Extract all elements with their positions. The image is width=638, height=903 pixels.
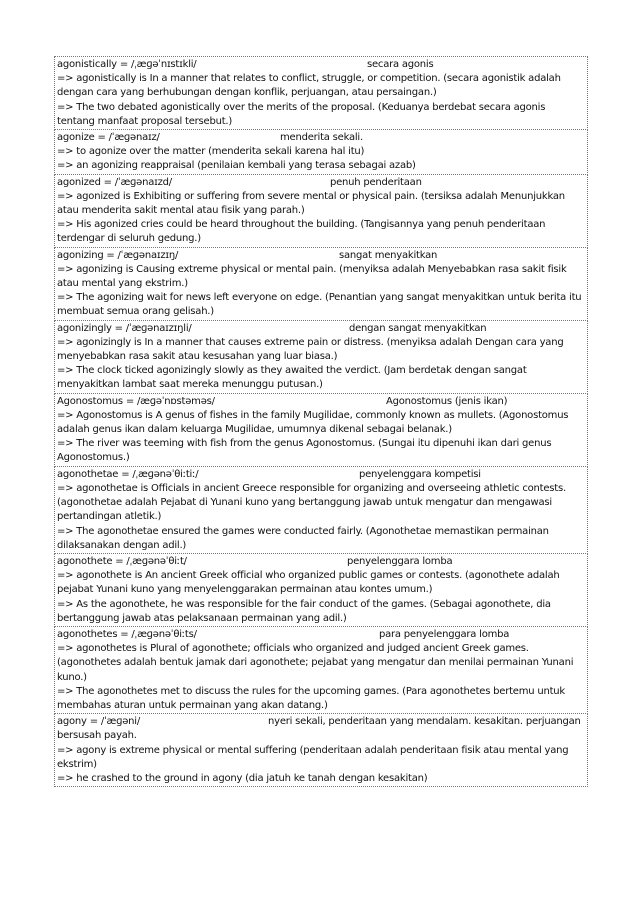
- translation: dengan sangat menyakitkan: [349, 322, 487, 334]
- equals-separator: =: [100, 176, 115, 188]
- headword: agonothete: [57, 555, 113, 567]
- dictionary-entry: [54, 175, 588, 248]
- headword: agonized: [57, 176, 101, 188]
- headword: agony: [57, 716, 87, 728]
- pronunciation: /ˌæɡənəˈθiːt/: [126, 555, 187, 567]
- pronunciation: /ˈæɡənaɪzd/: [114, 176, 172, 188]
- definition-line: => agonothetes is Plural of agonothete; officials who organized and judged ancient Greek games. (agonothetes adalah bentuk jamak dari agonothete; pejabat yang mengatur dan menilai permainan Yunani kuno.): [57, 643, 574, 683]
- entry-headline: [57, 628, 585, 642]
- entry-headline: [57, 715, 585, 743]
- definition-line: => agonothete is An ancient Greek official who organized public games or contests. (agonothete adalah pejabat Yunani kuno yang menyelenggarakan permainan atau kontes umum.): [57, 570, 560, 596]
- example-line: => The agonothetae ensured the games were conducted fairly. (Agonothetae memastikan permainan dilaksanakan dengan adil.): [57, 525, 549, 551]
- definition-line: => agony is extreme physical or mental suffering (penderitaan adalah penderitaan fisik atau mental yang ekstrim): [57, 744, 569, 770]
- headword: agonizingly: [57, 322, 112, 334]
- equals-separator: =: [122, 395, 137, 407]
- example-line: => The agonizing wait for news left everyone on edge. (Penantian yang sangat menyakitkan untuk berita itu membuat semua orang gelisah.): [57, 292, 582, 318]
- example-line: => His agonized cries could be heard throughout the building. (Tangisannya yang penuh penderitaan terdengar di seluruh gedung.): [57, 219, 546, 245]
- headword: Agonostomus: [57, 395, 123, 407]
- definition-line: => agonizing is Causing extreme physical or mental pain. (menyiksa adalah Menyebabkan rasa sakit fisik atau mental yang ekstrim.): [57, 263, 567, 290]
- translation: para penyelenggara lomba: [379, 628, 510, 640]
- pronunciation: /ˈæɡənaɪz/: [108, 132, 160, 144]
- dictionary-entry: [54, 248, 588, 321]
- translation: penuh penderitaan: [330, 176, 422, 188]
- pronunciation: /ˌæɡənəˈθiːts/: [131, 628, 197, 640]
- entry-headline: [57, 468, 585, 482]
- dictionary-entry: [54, 56, 588, 130]
- entry-headline: [57, 322, 585, 336]
- pronunciation: /ˈæɡənaɪzɪŋli/: [125, 322, 192, 334]
- pronunciation: /ˈæɡənaɪzɪŋ/: [117, 249, 179, 261]
- example-line: => The two debated agonistically over the merits of the proposal. (Keduanya berdebat secara agonis tentang manfaat proposal tersebut.): [57, 101, 546, 127]
- definition-line: => agonothetae is Officials in ancient Greece responsible for organizing and overseeing athletic contests. (agonothetae adalah Pejabat di Yunani kuno yang bertanggung jawab untuk mengatur dan mengawasi pertandingan atletik.): [57, 482, 566, 523]
- definition-line: => agonized is Exhibiting or suffering from severe mental or physical pain. (tersiksa adalah Menunjukkan atau menderita sakit mental atau fisik yang parah.): [57, 190, 565, 217]
- pronunciation: /æɡəˈnɒstəməs/: [136, 395, 215, 407]
- headword: agonize: [57, 132, 95, 144]
- pronunciation: /ˌæɡənəˈθiːtiː/: [132, 468, 199, 480]
- dictionary-entry: [54, 554, 588, 627]
- pronunciation: /ˈæɡəni/: [100, 716, 140, 728]
- pronunciation: /ˌæɡəˈnɪstɪkli/: [130, 59, 197, 70]
- dictionary-entry: [54, 714, 588, 787]
- equals-separator: =: [111, 322, 126, 334]
- dictionary-entry: [54, 394, 588, 467]
- translation: secara agonis: [367, 59, 434, 70]
- entry-headline: [57, 249, 585, 263]
- example-line: => As the agonothete, he was responsible for the fair conduct of the games. (Sebagai agonothete, dia bertanggung jawab atas pelaksanaan permainan yang adil.): [57, 598, 551, 624]
- translation: penyelenggara kompetisi: [359, 468, 481, 480]
- equals-separator: =: [86, 716, 101, 728]
- dictionary-document: [54, 56, 588, 787]
- dictionary-entry: [54, 467, 588, 554]
- example-line: => The clock ticked agonizingly slowly as they awaited the verdict. (Jam berdetak dengan sangat menyakitkan lambat saat mereka menunggu putusan.): [57, 365, 527, 391]
- translation: Agonostomus (jenis ikan): [386, 395, 508, 407]
- definition-line: => to agonize over the matter (menderita sekali karena hal itu): [57, 146, 365, 158]
- example-line: => The river was teeming with fish from the genus Agonostomus. (Sungai itu dipenuhi ikan dari genus Agonostomus.): [57, 438, 552, 464]
- example-line: => The agonothetes met to discuss the rules for the upcoming games. (Para agonothetes bertemu untuk membahas aturan untuk permainan yang akan datang.): [57, 685, 565, 711]
- example-line: => an agonizing reappraisal (penilaian kembali yang terasa sebagai azab): [57, 160, 416, 172]
- headword: agonothetae: [57, 468, 119, 480]
- example-line: => he crashed to the ground in agony (dia jatuh ke tanah dengan kesakitan): [57, 772, 428, 784]
- equals-separator: =: [116, 59, 131, 70]
- translation: nyeri sekali, penderitaan yang mendalam. kesakitan. perjuangan bersusah payah.: [57, 716, 581, 742]
- headword: agonizing: [57, 249, 104, 261]
- definition-line: => Agonostomus is A genus of fishes in the family Mugilidae, commonly known as mullets. (Agonostomus adalah genus ikan dalam keluarga Mugilidae, umumnya dikenal sebagai belanak.): [57, 409, 569, 436]
- translation: menderita sekali.: [280, 132, 363, 144]
- dictionary-entry: [54, 130, 588, 175]
- equals-separator: =: [94, 132, 109, 144]
- equals-separator: =: [112, 555, 127, 567]
- entry-headline: [57, 176, 585, 190]
- translation: penyelenggara lomba: [347, 555, 453, 567]
- headword: agonothetes: [57, 628, 118, 640]
- dictionary-entry: [54, 627, 588, 714]
- definition-line: => agonistically is In a manner that relates to conflict, struggle, or competition. (secara agonistik adalah dengan cara yang berhubungan dengan konflik, perjuangan, atau persaingan.): [57, 73, 561, 99]
- equals-separator: =: [118, 468, 133, 480]
- entry-headline: [57, 395, 585, 409]
- entry-headline: [57, 131, 585, 145]
- equals-separator: =: [117, 628, 132, 640]
- equals-separator: =: [103, 249, 118, 261]
- entry-headline: [57, 58, 585, 72]
- entry-headline: [57, 555, 585, 569]
- headword: agonistically: [57, 59, 117, 70]
- dictionary-entry: [54, 321, 588, 394]
- translation: sangat menyakitkan: [339, 249, 438, 261]
- definition-line: => agonizingly is In a manner that causes extreme pain or distress. (menyiksa adalah Dengan cara yang menyebabkan rasa sakit atau kesusahan yang luar biasa.): [57, 336, 564, 363]
